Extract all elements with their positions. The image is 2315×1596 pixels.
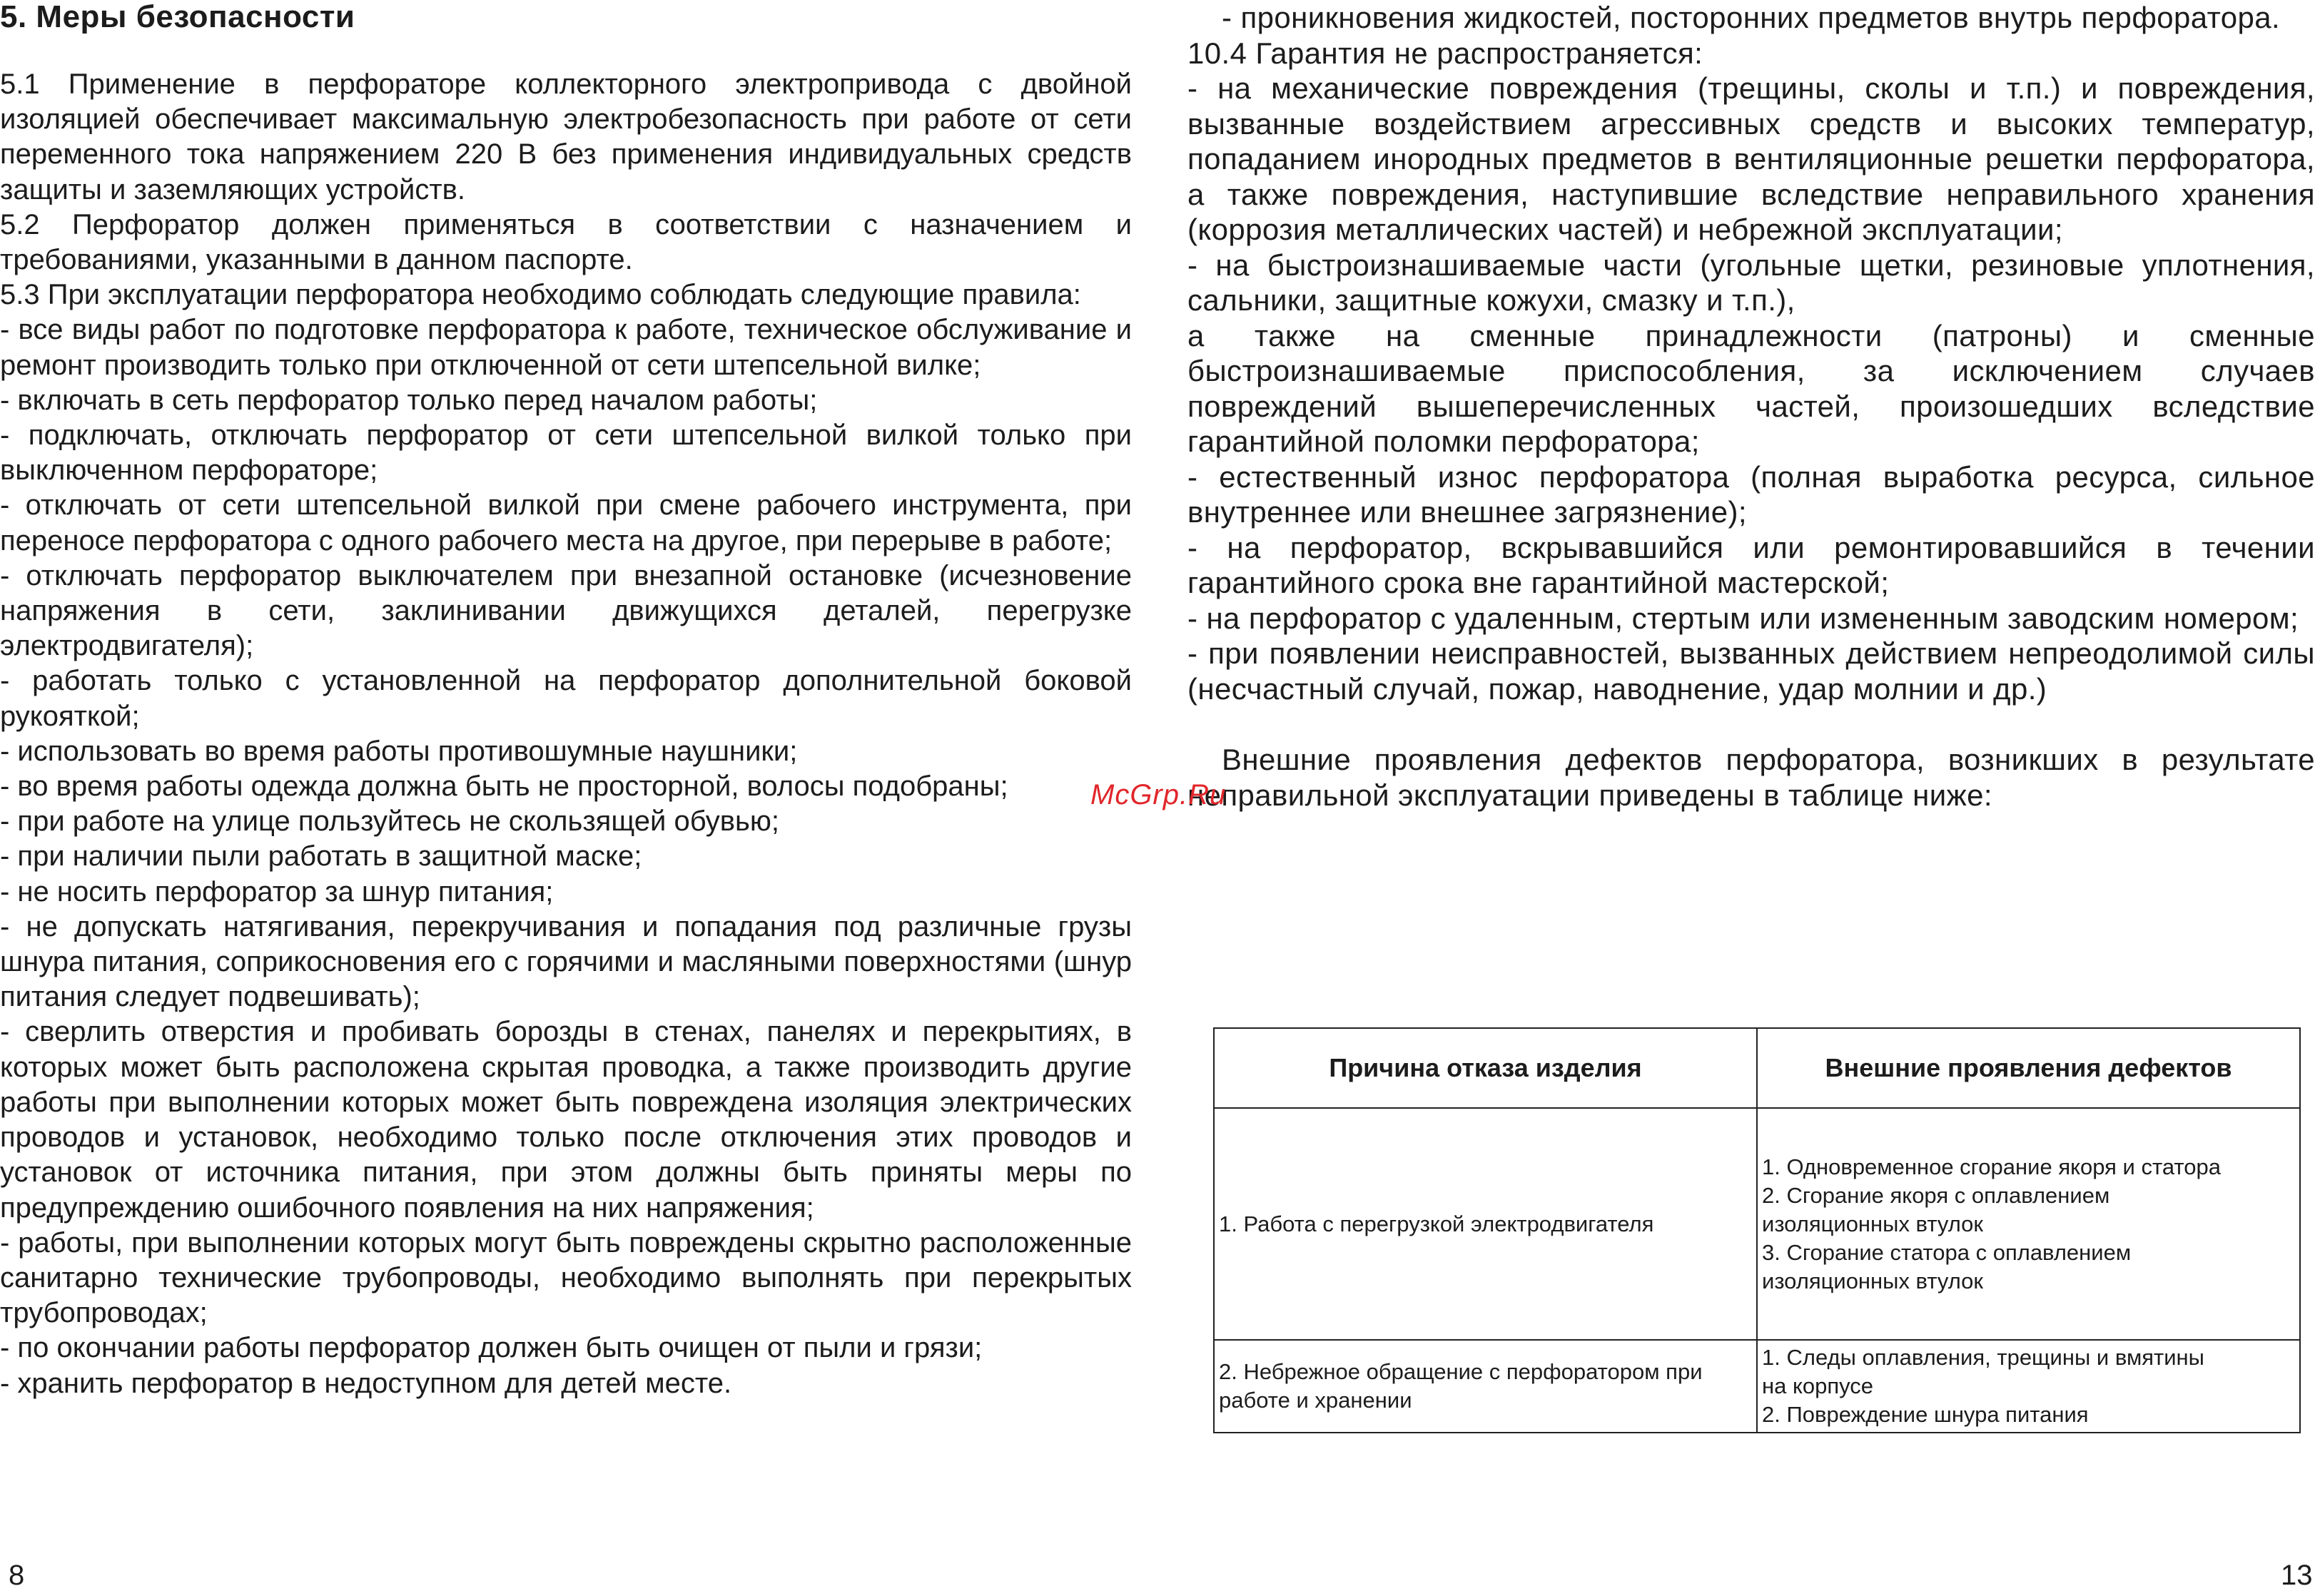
- page-number-left: 8: [9, 1560, 25, 1591]
- table-intro: Внешние проявления дефектов перфоратора, возникших в результате неправильной эксплуатации приведены в таблице ниже:: [1187, 743, 2315, 812]
- paragraph: 5.3 При эксплуатации перфоратора необходимо соблюдать следующие правила:: [0, 279, 1081, 311]
- defect-line: 1. Одновременное сгорание якоря и статора: [1762, 1154, 2221, 1179]
- paragraph: - хранить перфоратор в недоступном для детей месте.: [0, 1367, 732, 1399]
- defect-line: 2. Повреждение шнура питания: [1762, 1402, 2089, 1427]
- defects-table: [1213, 1027, 2301, 1433]
- column-header: Причина отказа изделия: [1214, 1028, 1757, 1108]
- paragraph: - на механические повреждения (трещины, сколы и т.п.) и повреждения, вызванные воздействием агрессивных средств и высоких температур, попаданием инородных предметов в вентиляционные решетки перфоратора, а также повреждения, наступившие вследствие неправильного хранения (коррозия металлических частей) и небрежной эксплуатации;: [1187, 71, 2315, 246]
- paragraph: - отключать перфоратор выключателем при внезапной остановке (исчезновение напряжения в сети, заклинивании движущихся деталей, перегрузке электродвигателя);: [0, 559, 1132, 662]
- table-header-row: [1214, 1028, 2300, 1108]
- defect-line: изоляционных втулок: [1762, 1211, 1983, 1236]
- cause-cell: 2. Небрежное обращение с перфоратором при работе и хранении: [1214, 1340, 1757, 1433]
- right-body: [1187, 0, 2315, 813]
- paragraph: - работать только с установленной на перфоратор дополнительной боковой рукояткой;: [0, 665, 1132, 732]
- defect-line: 2. Сгорание якоря с оплавлением: [1762, 1182, 2110, 1208]
- section-heading: 5. Меры безопасности: [0, 0, 355, 34]
- paragraph: - проникновения жидкостей, посторонних предметов внутрь перфоратора.: [1222, 1, 2281, 34]
- paragraph: - не допускать натягивания, перекручивания и попадания под различные грузы шнура питания, соприкосновения его с горячими и масляными поверхностями (шнур питания следует подвешивать);: [0, 910, 1132, 1013]
- left-page: [0, 0, 1132, 1401]
- paragraph: 5.1 Применение в перфораторе коллекторного электропривода с двойной изоляцией обеспечивает максимальную электробезопасность при работе от сети переменного тока напряжением 220 В без применения индивидуальных средств защиты и заземляющих устройств.: [0, 68, 1132, 205]
- paragraph: - на перфоратор с удаленным, стертым или измененным заводским номером;: [1187, 601, 2299, 635]
- paragraph: 5.2 Перфоратор должен применяться в соответствии с назначением и требованиями, указанными в данном паспорте.: [0, 208, 1132, 276]
- paragraph: - во время работы одежда должна быть не просторной, волосы подобраны;: [0, 771, 1008, 803]
- defects-cell: [1757, 1340, 2300, 1433]
- left-body: [0, 67, 1132, 1401]
- defect-line: изоляционных втулок: [1762, 1268, 1983, 1293]
- defect-line: 1. Следы оплавления, трещины и вмятины: [1762, 1345, 2204, 1370]
- column-header: Внешние проявления дефектов: [1757, 1028, 2300, 1108]
- paragraph: - при появлении неисправностей, вызванных действием непреодолимой силы (несчастный случай, пожар, наводнение, удар молнии и др.): [1187, 636, 2315, 706]
- paragraph: - по окончании работы перфоратор должен быть очищен от пыли и грязи;: [0, 1332, 983, 1364]
- paragraph: - не носить перфоратор за шнур питания;: [0, 875, 554, 908]
- paragraph: - отключать от сети штепсельной вилкой при смене рабочего инструмента, при переносе перфоратора с одного рабочего места на другое, при перерыве в работе;: [0, 489, 1132, 556]
- page-number-right: 13: [2281, 1560, 2313, 1591]
- paragraph: - при наличии пыли работать в защитной маске;: [0, 840, 642, 873]
- paragraph: - при работе на улице пользуйтесь не скользящей обувью;: [0, 805, 779, 838]
- table-row: [1214, 1340, 2300, 1433]
- paragraph: - включать в сеть перфоратор только перед началом работы;: [0, 384, 818, 416]
- right-page: [1187, 0, 2315, 813]
- defects-cell: [1757, 1108, 2300, 1340]
- watermark: McGrp.Ru: [1090, 779, 1227, 810]
- paragraph: 10.4 Гарантия не распространяется:: [1187, 36, 1703, 70]
- paragraph: - использовать во время работы противошумные наушники;: [0, 735, 798, 767]
- table-row: [1214, 1108, 2300, 1340]
- defect-line: на корпусе: [1762, 1373, 1874, 1398]
- paragraph: - работы, при выполнении которых могут быть повреждены скрытно расположенные санитарно технические трубопроводы, необходимо выполнять при перекрытых трубопроводах;: [0, 1226, 1132, 1329]
- paragraph: - все виды работ по подготовке перфоратора к работе, техническое обслуживание и ремонт производить только при отключенной от сети штепсельной вилке;: [0, 314, 1132, 381]
- paragraph: - подключать, отключать перфоратор от сети штепсельной вилкой только при выключенном перфораторе;: [0, 420, 1132, 487]
- paragraph: - на быстроизнашиваемые части (угольные щетки, резиновые уплотнения, сальники, защитные кожухи, смазку и т.п.),: [1187, 248, 2315, 317]
- paragraph: а также на сменные принадлежности (патроны) и сменные быстроизнашиваемые приспособления, за исключением случаев повреждений вышеперечисленных частей, произошедших вследствие гарантийной поломки перфоратора;: [1187, 318, 2315, 458]
- paragraph: - на перфоратор, вскрывавшийся или ремонтировавшийся в течении гарантийного срока вне гарантийной мастерской;: [1187, 530, 2315, 599]
- paragraph: - естественный износ перфоратора (полная выработка ресурса, сильное внутреннее или внешнее загрязнение);: [1187, 459, 2315, 529]
- defect-line: 3. Сгорание статора с оплавлением: [1762, 1239, 2132, 1265]
- paragraph: - сверлить отверстия и пробивать борозды в стенах, панелях и перекрытиях, в которых может быть расположена скрытая проводка, а также производить другие работы при выполнении которых может быть повреждена изоляция электрических проводов и установок, необходимо только после отключения этих проводов и установок от источника питания, при этом должны быть приняты меры по предупреждению ошибочного появления на них напряжения;: [0, 1016, 1132, 1224]
- cause-cell: 1. Работа с перегрузкой электродвигателя: [1214, 1108, 1757, 1340]
